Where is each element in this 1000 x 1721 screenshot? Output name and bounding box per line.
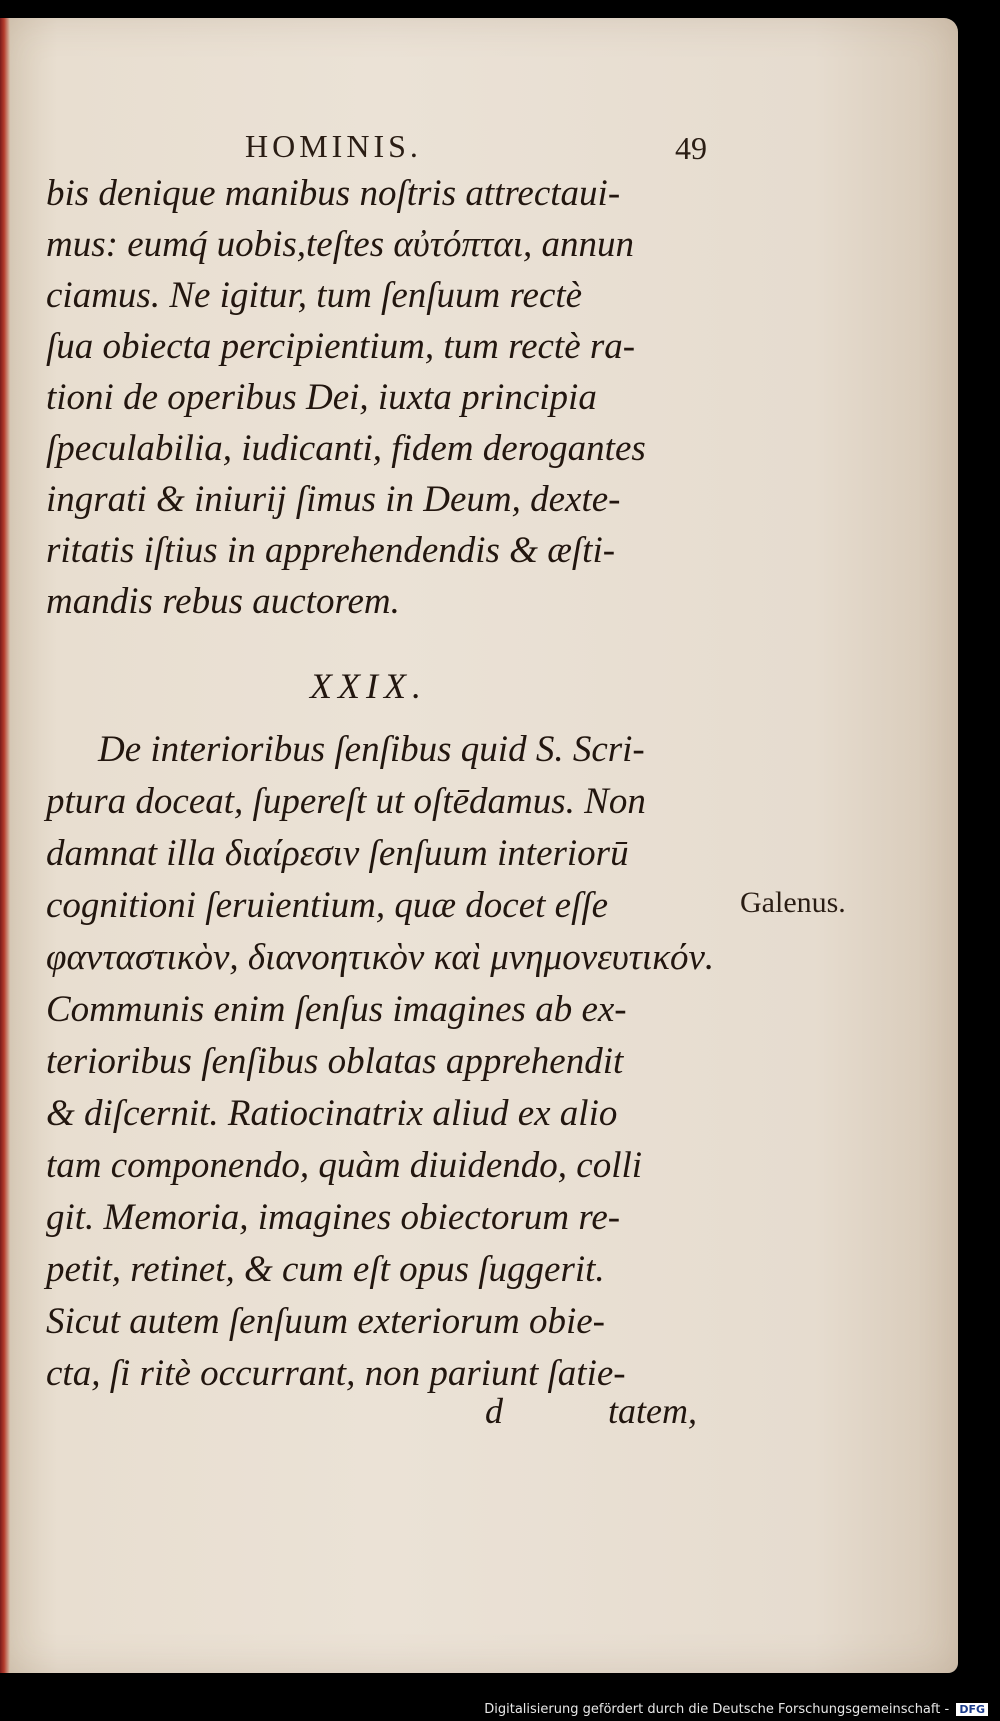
text-line: git. Memoria, imagines obiectorum re-	[46, 1197, 621, 1238]
text-line: damnat illa διαίρεσιν ſenſuum interiorū	[46, 833, 629, 874]
page-number: 49	[675, 130, 707, 166]
paragraph-1	[46, 168, 746, 627]
text-line: φανταστικὸν, διανοητικὸν καὶ μνημονευτικόν.	[46, 937, 715, 978]
text-line: tam componendo, quàm diuidendo, colli	[46, 1145, 643, 1186]
text-line: ptura doceat, ſupereſt ut oſtēdamus. Non	[46, 781, 646, 822]
text-line: ingrati & iniurij ſimus in Deum, dexte-	[46, 479, 621, 520]
text-line: mus: eumq́ uobis,teſtes αὐτόπται, annun	[46, 224, 634, 265]
text-line: cta, ſi ritè occurrant, non pariunt ſatie-	[46, 1353, 626, 1394]
running-head: HOMINIS.	[245, 128, 422, 164]
marginal-note: Galenus.	[740, 886, 846, 919]
signature-mark: d	[485, 1391, 503, 1431]
section-heading: XXIX.	[310, 666, 427, 706]
text-line: ritatis iſtius in apprehendendis & æſti-	[46, 530, 616, 571]
text-line: tioni de operibus Dei, iuxta principia	[46, 377, 597, 418]
text-line: ſpeculabilia, iudicanti, fidem derogantes	[46, 428, 646, 469]
text-line: bis denique manibus noſtris attrectaui-	[46, 173, 621, 214]
text-line: terioribus ſenſibus oblatas apprehendit	[46, 1041, 624, 1082]
text-line: & diſcernit. Ratiocinatrix aliud ex alio	[46, 1093, 618, 1134]
dfg-logo: DFG	[956, 1703, 988, 1716]
text-line: ciamus. Ne igitur, tum ſenſuum rectè	[46, 275, 583, 316]
paragraph-2	[46, 724, 746, 1400]
text-line: mandis rebus auctorem.	[46, 581, 400, 622]
catchword: tatem,	[608, 1391, 697, 1431]
text-line: De interioribus ſenſibus quid S. Scri-	[98, 729, 645, 770]
page-edge	[0, 18, 10, 1673]
text-line: Sicut autem ſenſuum exteriorum obie-	[46, 1301, 605, 1342]
text-line: cognitioni ſeruientium, quæ docet eſſe	[46, 885, 609, 926]
text-line: petit, retinet, & cum eſt opus ſuggerit.	[46, 1249, 605, 1290]
footer-credit	[484, 1702, 988, 1717]
text-line: Communis enim ſenſus imagines ab ex-	[46, 989, 627, 1030]
footer-credit-text: Digitalisierung gefördert durch die Deutsche Forschungsgemeinschaft -	[484, 1702, 950, 1717]
text-line: ſua obiecta percipientium, tum rectè ra-	[46, 326, 636, 367]
